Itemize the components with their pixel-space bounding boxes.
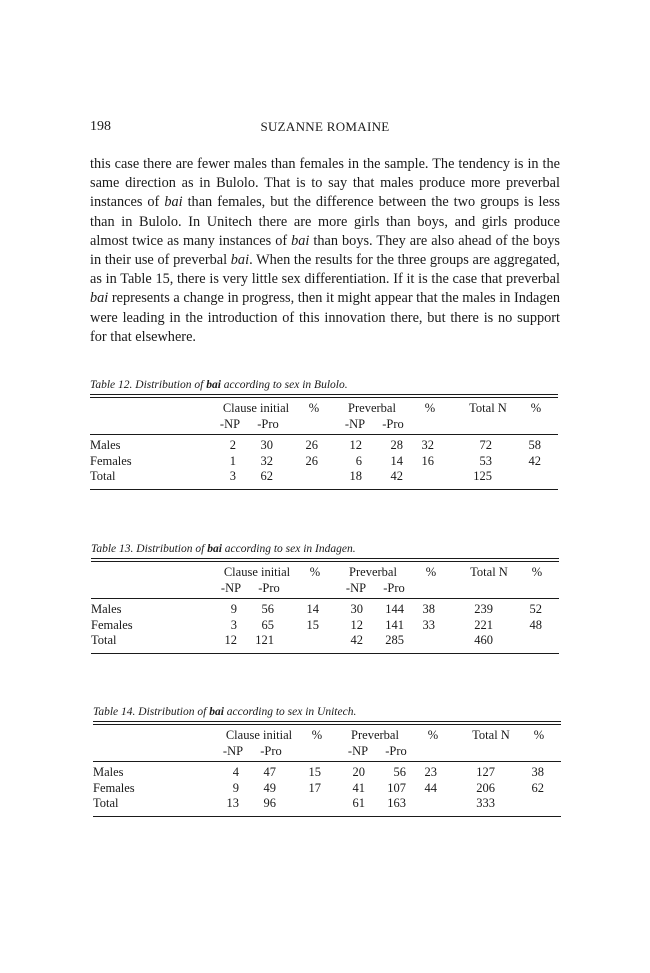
caption-text: according to sex in Indagen. (221, 543, 356, 555)
cell-total-n: 72 (479, 438, 492, 452)
cell-clause-pro: 47 (263, 765, 276, 779)
caption-term: bai (209, 706, 224, 718)
table-row (91, 618, 559, 634)
cell-preverbal-pro: 144 (385, 602, 404, 616)
header-pro: -Pro (258, 581, 280, 595)
header-pro: -Pro (260, 744, 282, 758)
table-caption (90, 376, 558, 394)
cell-clause-pro: 96 (263, 796, 276, 810)
cell-clause-pct: 26 (305, 453, 318, 468)
cell-total-pct: 62 (531, 780, 544, 795)
cell-preverbal-pro: 28 (390, 438, 403, 452)
cell-preverbal-pro: 141 (385, 617, 404, 632)
row-label: Females (91, 617, 133, 632)
caption-text: according to sex in Unitech. (223, 706, 357, 718)
table-row (90, 454, 558, 470)
header-np: -NP (345, 581, 367, 595)
cell-total-pct: 38 (531, 765, 544, 779)
body-paragraph-container (90, 155, 560, 347)
running-head: SUZANNE ROMAINE (260, 119, 390, 134)
cell-preverbal-pro: 42 (390, 469, 403, 483)
header-preverbal: Preverbal (351, 728, 399, 742)
header-preverbal: Preverbal (348, 401, 396, 415)
cell-clause-pct: 14 (306, 602, 319, 616)
row-label: Total (91, 633, 117, 647)
cell-clause-np: 1 (229, 453, 236, 468)
text-segment: . When the results for the three groups are aggregated, as in Table 15, there is very little sex differentiation. If it is the case that preverbal (90, 252, 560, 288)
table-header (91, 562, 559, 598)
cell-total-n: 333 (476, 796, 495, 810)
table-row (91, 602, 559, 618)
header-np: -NP (222, 744, 244, 758)
cell-preverbal-np: 20 (352, 765, 365, 779)
header-total-n: Total N (472, 728, 510, 742)
header-percent: % (424, 401, 436, 415)
cell-preverbal-pct: 16 (421, 453, 434, 468)
header-total-n: Total N (469, 401, 507, 415)
caption-text: according to sex in Bulolo. (220, 379, 348, 391)
caption-term: bai (207, 543, 222, 555)
cell-clause-np: 9 (232, 780, 239, 795)
table-row (90, 469, 558, 485)
table-row (93, 781, 561, 797)
caption-term: bai (206, 379, 221, 391)
header-np: -NP (219, 417, 241, 431)
cell-clause-np: 3 (229, 469, 236, 483)
header-percent: % (533, 728, 545, 742)
table-caption (91, 540, 559, 558)
body-paragraph (90, 155, 560, 347)
cell-preverbal-pro: 14 (390, 453, 403, 468)
header-percent: % (425, 565, 437, 579)
row-label: Total (90, 469, 116, 483)
header-clause-initial: Clause initial (222, 401, 290, 415)
cell-total-n: 460 (474, 633, 493, 647)
header-np: -NP (220, 581, 242, 595)
cell-clause-np: 4 (232, 765, 239, 779)
header-percent: % (309, 565, 321, 579)
text-segment: than boys. They are also ahead of the boys in their use of preverbal (90, 232, 560, 269)
page-number: 198 (90, 119, 111, 134)
header-pro: -Pro (257, 417, 279, 431)
header-preverbal: Preverbal (349, 565, 397, 579)
cell-total-n: 125 (473, 469, 492, 483)
cell-total-n: 206 (476, 780, 495, 795)
table-bottom-rule (91, 653, 559, 654)
header-clause-initial: Clause initial (223, 565, 291, 579)
cell-preverbal-pct: 44 (424, 780, 437, 795)
cell-clause-pro: 49 (263, 780, 276, 795)
italic-term: bai (90, 290, 109, 307)
cell-clause-np: 9 (230, 602, 237, 616)
cell-preverbal-np: 61 (352, 796, 365, 810)
cell-clause-pro: 65 (261, 617, 274, 632)
text-segment: this case there are fewer males than females in the sample. The tendency is in the same direction as in Bulolo. That is to say that males produce more preverbal instances of (90, 156, 560, 211)
cell-preverbal-pro: 163 (387, 796, 406, 810)
italic-term: bai (291, 232, 310, 249)
cell-total-pct: 42 (528, 453, 541, 468)
table-body (91, 599, 559, 653)
header-np: -NP (344, 417, 366, 431)
cell-preverbal-pct: 23 (424, 765, 437, 779)
text-segment: represents a change in progress, then it might appear that the males in Indagen were leading in the introduction of this innovation there, but there is no support for that elsewhere. (90, 290, 560, 345)
cell-clause-np: 3 (230, 617, 237, 632)
header-percent: % (308, 401, 320, 415)
cell-total-pct: 58 (528, 438, 541, 452)
table-bottom-rule (93, 816, 561, 817)
caption-text: Table 14. Distribution of (93, 706, 210, 718)
cell-total-n: 53 (479, 453, 492, 468)
table-row (90, 438, 558, 454)
table-14 (93, 703, 561, 817)
cell-clause-pro: 62 (260, 469, 273, 483)
table-row (93, 765, 561, 781)
table-12 (90, 376, 558, 490)
header-percent: % (531, 565, 543, 579)
table-body (93, 762, 561, 816)
table-body (90, 435, 558, 489)
header-clause-initial: Clause initial (225, 728, 293, 742)
cell-clause-pro: 30 (260, 438, 273, 452)
cell-clause-pct: 17 (308, 780, 321, 795)
cell-total-n: 221 (474, 617, 493, 632)
header-percent: % (427, 728, 439, 742)
header-pro: -Pro (385, 744, 407, 758)
cell-preverbal-np: 6 (355, 453, 362, 468)
caption-text: Table 12. Distribution of (90, 379, 207, 391)
row-label: Males (91, 602, 122, 616)
cell-clause-pct: 15 (308, 765, 321, 779)
cell-clause-np: 13 (226, 796, 239, 810)
table-13 (91, 540, 559, 654)
table-bottom-rule (90, 489, 558, 490)
cell-preverbal-pro: 285 (385, 633, 404, 647)
cell-total-n: 127 (476, 765, 495, 779)
cell-preverbal-pro: 56 (393, 765, 406, 779)
header-percent: % (311, 728, 323, 742)
cell-total-pct: 48 (529, 617, 542, 632)
table-row (93, 796, 561, 812)
header-total-n: Total N (470, 565, 508, 579)
header-pro: -Pro (382, 417, 404, 431)
italic-term: bai (230, 252, 250, 269)
cell-clause-pro: 32 (260, 453, 273, 468)
cell-total-n: 239 (474, 602, 493, 616)
cell-preverbal-np: 42 (350, 633, 363, 647)
table-header (90, 398, 558, 434)
row-label: Males (90, 438, 121, 452)
cell-clause-np: 2 (229, 438, 236, 452)
cell-preverbal-np: 18 (349, 469, 362, 483)
table-row (91, 633, 559, 649)
table-header (93, 725, 561, 761)
cell-clause-pct: 15 (306, 617, 319, 632)
caption-text: Table 13. Distribution of (91, 543, 208, 555)
cell-clause-pro: 121 (255, 633, 274, 647)
cell-total-pct: 52 (529, 602, 542, 616)
row-label: Males (93, 765, 124, 779)
cell-preverbal-np: 12 (349, 438, 362, 452)
cell-preverbal-pct: 32 (421, 438, 434, 452)
header-pro: -Pro (383, 581, 405, 595)
table-caption (93, 703, 561, 721)
row-label: Total (93, 796, 119, 810)
cell-preverbal-pro: 107 (387, 780, 406, 795)
cell-preverbal-np: 12 (350, 617, 363, 632)
cell-clause-np: 12 (224, 633, 237, 647)
page-header (90, 119, 560, 137)
row-label: Females (93, 780, 135, 795)
cell-clause-pct: 26 (305, 438, 318, 452)
cell-preverbal-np: 30 (350, 602, 363, 616)
italic-term: bai (164, 194, 183, 211)
header-np: -NP (347, 744, 369, 758)
text-segment: than females, but the difference between the two groups is less than in Bulolo. In Unitech there are more girls than boys, and girls produce almost twice as many instances of (90, 194, 560, 249)
row-label: Females (90, 453, 132, 468)
cell-preverbal-pct: 38 (422, 602, 435, 616)
cell-clause-pro: 56 (261, 602, 274, 616)
cell-preverbal-np: 41 (352, 780, 365, 795)
header-percent: % (530, 401, 542, 415)
cell-preverbal-pct: 33 (422, 617, 435, 632)
